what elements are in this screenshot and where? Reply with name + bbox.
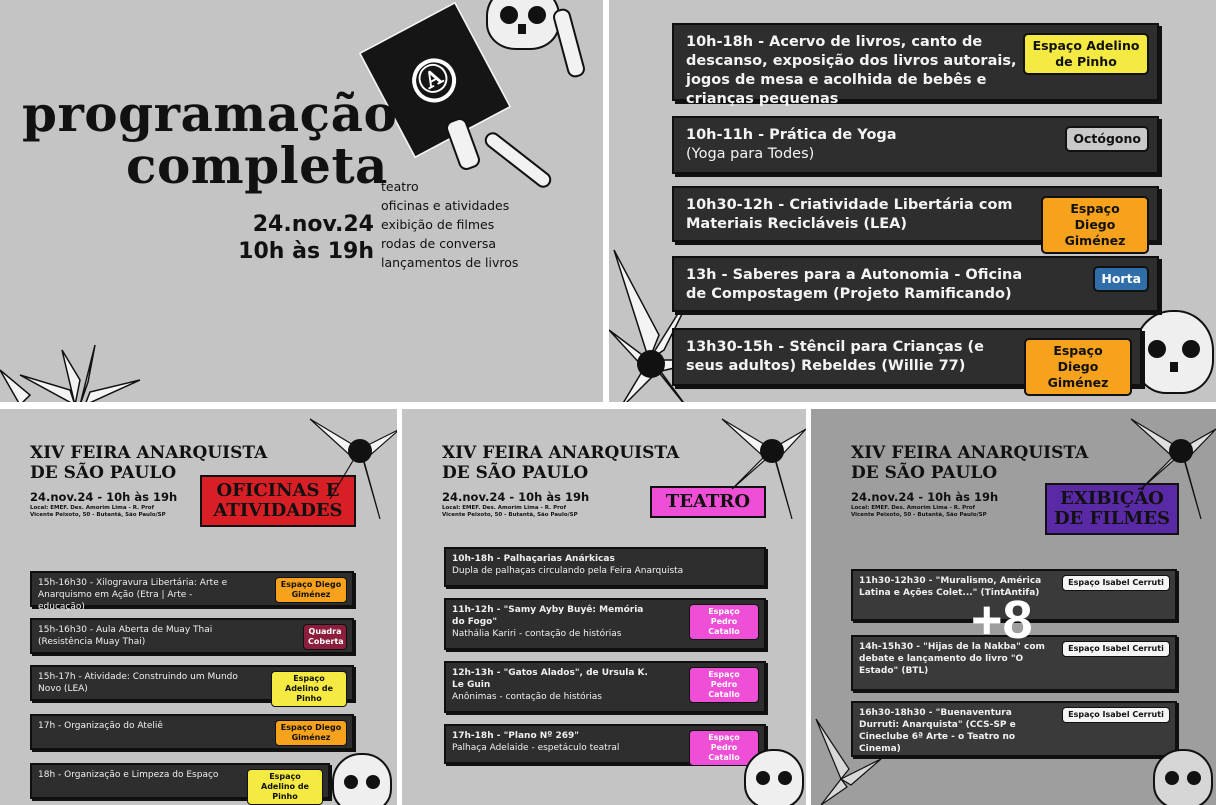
feira-location: Local: EMEF. Des. Amorim Lima - R. Prof Vicente Peixoto, 50 - Butantã, São Paulo/SP — [30, 505, 166, 518]
more-images-count[interactable]: +8 — [971, 590, 1033, 650]
category-item: rodas de conversa — [381, 236, 497, 251]
program-row[interactable]: 15h-17h - Atividade: Construindo um Mundo Novo (LEA) Espaço Adelino de Pinho — [30, 665, 354, 701]
filmes-panel[interactable] — [811, 409, 1216, 805]
feira-title: XIV FEIRA ANARQUISTA DE SÃO PAULO — [30, 443, 268, 483]
location-badge: Espaço Diego Giménez — [275, 577, 347, 603]
program-row[interactable] — [672, 23, 1159, 107]
skeleton-arm-illustration — [551, 7, 587, 79]
program-row-title: 13h30-15h - Stêncil para Crianças (e seus adultos) Rebeldes (Willie 77) — [686, 339, 984, 374]
program-row-title: 10h-11h - Prática de Yoga — [686, 127, 897, 143]
location-badge: Espaço Diego Giménez — [1024, 338, 1132, 396]
flower-illustration — [702, 409, 806, 519]
program-row-title: 13h - Saberes para a Autonomia - Oficina de Compostagem (Projeto Ramificando) — [686, 267, 1023, 302]
feira-date: 24.nov.24 - 10h às 19h — [442, 490, 590, 504]
location-badge: Octógono — [1065, 126, 1149, 152]
teatro-panel[interactable] — [402, 409, 806, 805]
location-badge: Espaço Pedro Catallo — [689, 730, 759, 766]
category-item: teatro — [381, 179, 419, 194]
program-row-title: 10h-18h - Acervo de livros, canto de descanso, exposição dos livros autorais, jogos de mesa e acolhida de bebês e crianças pequenas — [686, 34, 1017, 107]
program-row[interactable] — [672, 116, 1159, 174]
feira-title: XIV FEIRA ANARQUISTA DE SÃO PAULO — [851, 443, 1089, 483]
feira-date: 24.nov.24 - 10h às 19h — [30, 490, 178, 504]
program-row[interactable]: 14h-15h30 - "Hijas de la Nakba" com debate e lançamento do livro "O Estado" (BTL) Espaço Isabel Cerruti — [851, 635, 1177, 691]
category-item: oficinas e atividades — [381, 198, 510, 213]
flower-illustration — [811, 709, 891, 805]
program-row[interactable] — [672, 256, 1159, 312]
location-badge: Espaço Pedro Catallo — [689, 604, 759, 640]
location-badge: Espaço Adelino de Pinho — [271, 671, 347, 707]
skull-illustration — [744, 749, 804, 805]
anarchy-icon: Ⓐ — [404, 51, 464, 111]
program-row-title: 10h30-12h - Criatividade Libertária com Materiais Recicláveis (LEA) — [686, 197, 1013, 232]
skull-illustration — [1134, 310, 1214, 394]
feira-title: XIV FEIRA ANARQUISTA DE SÃO PAULO — [442, 443, 680, 483]
location-badge: Horta — [1093, 266, 1149, 292]
category-label: OFICINAS E ATIVIDADES — [200, 475, 356, 527]
program-row-subtitle: (Yoga para Todes) — [686, 146, 815, 162]
location-badge: Espaço Diego Giménez — [275, 720, 347, 746]
program-row[interactable]: 18h - Organização e Limpeza do Espaço Espaço Adelino de Pinho — [30, 763, 330, 799]
location-badge: Quadra Coberta — [303, 624, 347, 650]
program-row[interactable]: 10h-18h - Palhaçarias Anárkicas Dupla de palhaças circulando pela Feira Anarquista — [444, 547, 766, 587]
program-row[interactable]: 15h-16h30 - Aula Aberta de Muay Thai (Resistência Muay Thai) Quadra Coberta — [30, 618, 354, 654]
flower-illustration — [0, 320, 160, 402]
program-row[interactable]: 17h - Organização do Ateliê Espaço Diego Giménez — [30, 714, 354, 750]
program-row[interactable]: 11h30-12h30 - "Muralismo, América Latina e Ações Colet..." (TintAntifa) Espaço Isabel Cerruti — [851, 569, 1177, 621]
category-label: EXIBIÇÃO DE FILMES — [1045, 483, 1179, 535]
location-badge: Espaço Adelino de Pinho — [247, 769, 323, 805]
feira-date: 24.nov.24 - 10h às 19h — [851, 490, 999, 504]
flower-illustration — [290, 409, 397, 519]
program-row[interactable]: 16h30-18h30 - "Buenaventura Durruti: Anarquista" (CCS-SP e Cineclube 6ª Arte - o Teatro no Cinema) Espaço Isabel Cerruti — [851, 701, 1177, 757]
location-badge: Espaço Isabel Cerruti — [1062, 641, 1170, 657]
program-row[interactable] — [672, 186, 1159, 248]
category-label: TEATRO — [650, 486, 766, 518]
category-list — [381, 177, 518, 272]
category-item: exibição de filmes — [381, 217, 495, 232]
skull-illustration — [486, 0, 560, 50]
location-badge: Espaço Isabel Cerruti — [1062, 575, 1170, 591]
program-row[interactable]: 15h-16h30 - Xilogravura Libertária: Arte e Anarquismo em Ação (Etra | Arte - educação) Espaço Diego Giménez — [30, 571, 354, 607]
skull-illustration — [1153, 749, 1213, 805]
event-time: 10h às 19h — [238, 239, 374, 264]
feira-location: Local: EMEF. Des. Amorim Lima - R. Prof Vicente Peixoto, 50 - Butantã, São Paulo/SP — [442, 505, 578, 518]
poster-panel[interactable] — [0, 0, 603, 402]
event-date: 24.nov.24 — [252, 212, 374, 237]
event-date-time — [230, 211, 374, 265]
skull-illustration — [332, 753, 392, 805]
category-item: lançamentos de livros — [381, 255, 519, 270]
page-title — [22, 84, 398, 195]
location-badge: Espaço Isabel Cerruti — [1062, 707, 1170, 723]
feira-location: Local: EMEF. Des. Amorim Lima - R. Prof Vicente Peixoto, 50 - Butantã, São Paulo/SP — [851, 505, 987, 518]
program-row[interactable]: 12h-13h - "Gatos Alados", de Ursula K. Le Guin Anônimas - contação de histórias Espaço Pedro Catallo — [444, 661, 766, 713]
oficinas-panel[interactable] — [0, 409, 397, 805]
title-line-2: completa — [126, 136, 388, 195]
location-badge: Espaço Pedro Catallo — [689, 667, 759, 703]
location-badge: Espaço Adelino de Pinho — [1023, 33, 1149, 75]
program-row[interactable]: 17h-18h - "Plano Nº 269" Palhaça Adelaide - espetáculo teatral Espaço Pedro Catallo — [444, 724, 766, 764]
location-badge: Espaço Diego Giménez — [1041, 196, 1149, 254]
program-row[interactable]: 11h-12h - "Samy Ayby Buyê: Memória do Fogo" Nathália Kariri - contação de histórias Espaço Pedro Catallo — [444, 598, 766, 650]
title-line-1: programação — [22, 84, 398, 143]
program-row[interactable] — [672, 328, 1142, 390]
flower-illustration — [1111, 409, 1216, 519]
